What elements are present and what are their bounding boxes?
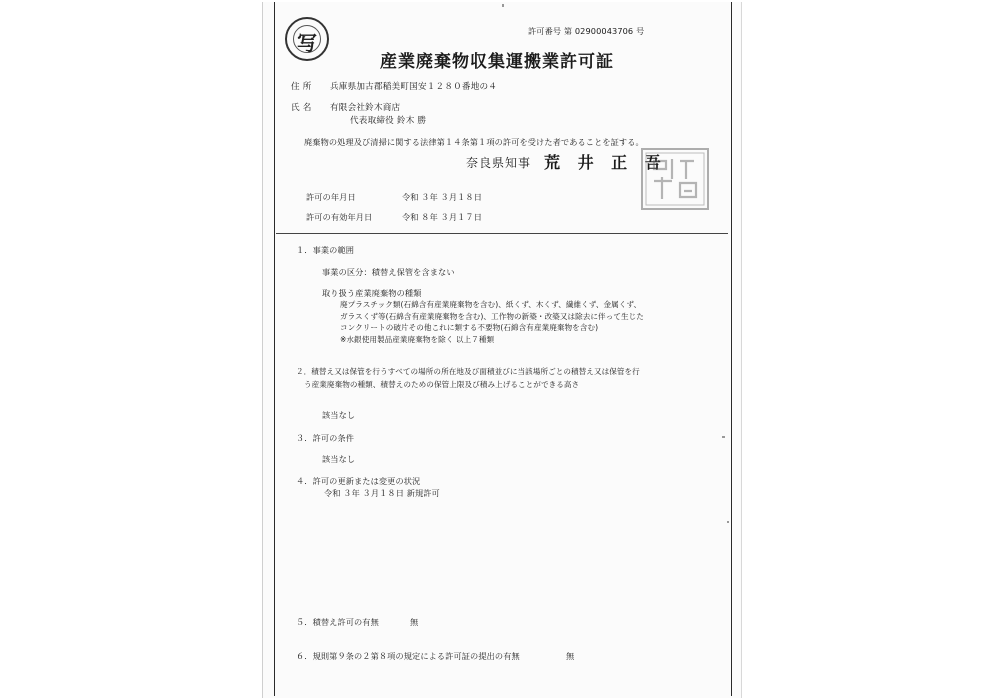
section6-label: ６．規則第９条の２第８項の規定による許可証の提出の有無 bbox=[296, 651, 520, 661]
section5-value: 無 bbox=[410, 617, 419, 627]
governor-name: 荒 井 正 吾 bbox=[544, 153, 667, 172]
section2-text: ２．積替え又は保管を行うすべての場所の所在地及び面積並びに当該場所ごとの積替え又は保管を行 bbox=[296, 367, 640, 376]
representative: 代表取締役 鈴木 勝 bbox=[350, 116, 427, 126]
waste-types-line: コンクリートの破片その他これに類する不要物(石綿含有産業廃棄物を含む) bbox=[340, 323, 599, 332]
waste-types-heading: 取り扱う産業廃棄物の種類 bbox=[322, 288, 422, 298]
business-division: 事業の区分：積替え保管を含まない bbox=[322, 267, 455, 277]
governor-title: 奈良県知事 bbox=[466, 156, 532, 170]
company-name: 有限会社鈴木商店 bbox=[330, 103, 401, 113]
expiry-date-label: 許可の有効年月日 bbox=[306, 212, 373, 222]
official-seal-stamp bbox=[640, 147, 710, 211]
exclusion-note: ※水銀使用製品産業廃棄物を除く 以上７種類 bbox=[340, 335, 495, 344]
section1-heading: １．事業の範囲 bbox=[296, 245, 355, 255]
scan-speck bbox=[722, 436, 725, 438]
section3-value: 該当なし bbox=[322, 454, 356, 464]
address-value: 兵庫県加古郡稲美町国安１２８０番地の４ bbox=[330, 82, 498, 92]
scan-speck bbox=[502, 4, 504, 7]
section5-label: ５．積替え許可の有無 bbox=[296, 617, 379, 627]
section6-value: 無 bbox=[566, 651, 575, 661]
copy-seal-stamp: 写 bbox=[285, 17, 329, 61]
section2-value: 該当なし bbox=[322, 410, 356, 420]
permit-date-value: 令和 ３年 ３月１８日 bbox=[402, 192, 482, 202]
waste-types-line: ガラスくず等(石綿含有産業廃棄物を含む)、工作物の新築・改築又は除去に伴って生じた bbox=[340, 312, 644, 321]
address-label: 住 所 bbox=[291, 82, 312, 92]
permit-date-label: 許可の年月日 bbox=[306, 192, 356, 202]
waste-types-line: 廃プラスチック類(石綿含有産業廃棄物を含む)、紙くず、木くず、繊維くず、金属くず、 bbox=[340, 300, 642, 309]
section4-value: 令和 ３年 ３月１８日 新規許可 bbox=[324, 488, 440, 498]
section3-heading: ３．許可の条件 bbox=[296, 433, 355, 443]
section4-heading: ４．許可の更新または変更の状況 bbox=[296, 476, 421, 486]
section2-text: う産業廃棄物の種類、積替えのための保管上限及び積み上げることができる高さ bbox=[304, 380, 580, 389]
section-divider bbox=[276, 233, 728, 234]
document-title: 産業廃棄物収集運搬業許可証 bbox=[380, 52, 614, 72]
certification-text: 廃棄物の処理及び清掃に関する法律第１４条第１項の許可を受けた者であることを証する。 bbox=[304, 137, 644, 147]
scan-speck bbox=[727, 521, 729, 523]
name-label: 氏 名 bbox=[291, 103, 312, 113]
expiry-date-value: 令和 ８年 ３月１７日 bbox=[402, 212, 482, 222]
permit-number: 許可番号 第 02900043706 号 bbox=[528, 26, 645, 36]
